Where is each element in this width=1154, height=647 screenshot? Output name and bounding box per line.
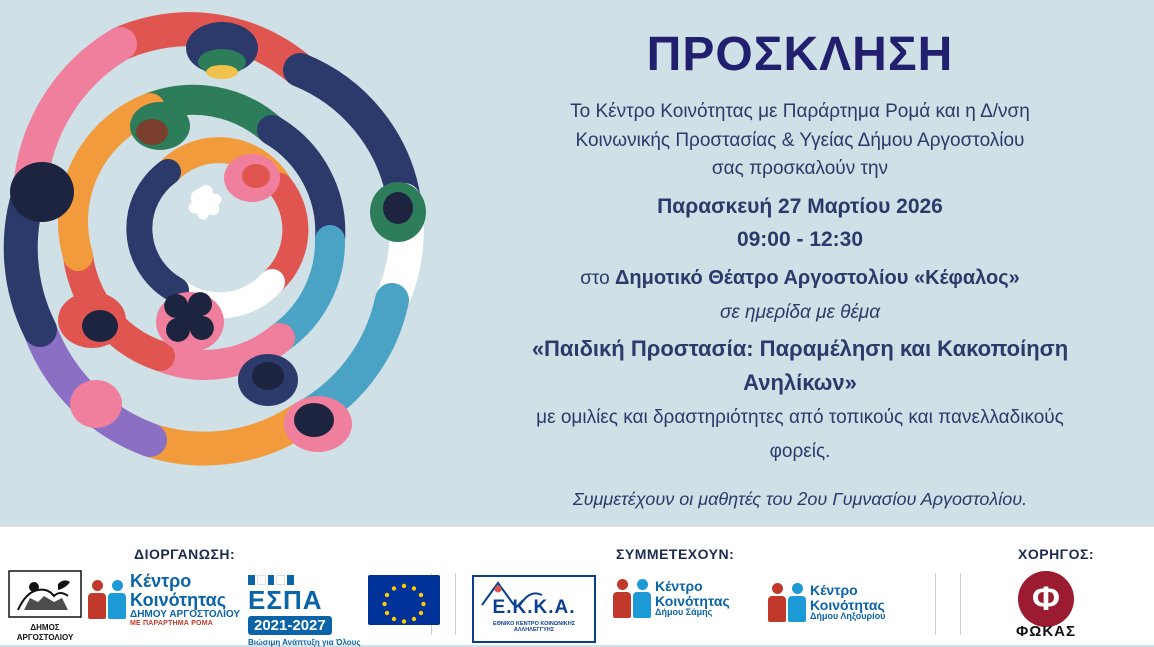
fokas-name: ΦΩΚΑΣ [1015,623,1076,640]
logo-kentro-koinotitas-samis [613,579,730,618]
intro-line-3: σας προσκαλούν την [711,158,889,180]
event-theme-line-1: «Παιδική Προστασία: Παραμέληση και Κακοποίηση [531,335,1069,361]
people-icon [88,580,126,619]
kk-argostoliou-line-3: ΔΗΜΟΥ ΑΡΓΟΣΤΟΛΙΟΥ [130,608,241,620]
dimos-label-line-2: ΑΡΓΟΣΤΟΛΙΟΥ [16,632,74,642]
event-venue [455,263,1145,294]
ekka-graphic-icon [474,579,590,609]
dimos-label-line-1: ΔΗΜΟΣ [30,623,60,632]
event-description-line-2: φορείς. [769,441,831,463]
decorative-artwork [0,0,460,528]
kk-samis-line-2: Κοινότητας [655,592,730,609]
logo-kentro-koinotitas-argostoliou [88,572,240,628]
kk-samis-line-3: Δήμου Σάμης [655,607,713,618]
event-theme-line-2: Ανηλίκων» [743,370,857,396]
crest-icon [8,570,82,618]
ekka-subtitle: ΕΘΝΙΚΟ ΚΕΝΤΡΟ ΚΟΙΝΩΝΙΚΗΣ ΑΛΛΗΛΕΓΓΥΗΣ [492,621,576,633]
intro-line-1: Το Κέντρο Κοινότητας με Παράρτημα Ρομά και η Δ/νση [570,101,1030,123]
espa-slogan: Βιώσιμη Ανάπτυξη για Όλους [248,638,361,647]
espa-name: ΕΣΠΑ [248,585,323,615]
kk-samis-line-1: Κέντρο [655,578,703,595]
ekka-name: Ε.Κ.Κ.Α. [492,597,576,618]
kk-argostoliou-line-1: Κέντρο [130,571,192,591]
kk-argostoliou-line-4: ΜΕ ΠΑΡΑΡΤΗΜΑ ΡΟΜΑ [130,620,213,628]
footer-label-sponsor: ΧΟΡΗΓΟΣ: [1018,546,1095,562]
eu-flag-icon [368,575,440,625]
kk-lixouriou-line-3: Δήμου Ληξουρίου [810,611,886,622]
people-icon [768,583,806,622]
page-title: ΠΡΟΣΚΛΗΣΗ [646,28,954,81]
intro-line-2: Κοινωνικής Προστασίας & Υγείας Δήμου Αργοστολίου [575,129,1025,151]
footer-label-participants: ΣΥΜΜΕΤΕΧΟΥΝ: [616,546,735,562]
espa-years: 2021-2027 [248,616,332,635]
kk-lixouriou-line-2: Κοινότητας [810,596,885,613]
logo-espa [248,575,418,647]
greek-flag-icon [248,575,294,585]
footer-divider [935,573,936,635]
event-type: σε ημερίδα με θέμα [719,302,881,324]
event-time: 09:00 - 12:30 [736,228,864,252]
footer-divider [960,573,961,635]
logo-fokas-sponsor [1000,571,1092,640]
footer-divider [455,573,456,635]
kk-lixouriou-line-1: Κέντρο [810,582,858,599]
logo-dimos-argostoliou [8,570,82,642]
footer-label-organization: ΔΙΟΡΓΑΝΩΣΗ: [134,546,236,562]
logo-footer [0,526,1154,645]
invitation-content [455,18,1145,586]
participants-note: Συμμετέχουν οι μαθητές του 2ου Γυμνασίου Αργοστολίου. [572,488,1028,509]
people-icon [613,579,651,618]
kk-argostoliou-line-2: Κοινότητας [130,589,227,610]
venue-name: Δημοτικό Θέατρο Αργοστολίου «Κέφαλος» [615,266,1020,289]
event-date: Παρασκευή 27 Μαρτίου 2026 [657,194,943,218]
fokas-symbol: Φ [1018,571,1074,627]
logo-ekka [472,575,596,643]
logo-kentro-koinotitas-lixouriou [768,583,885,622]
venue-prefix: στο [580,267,616,289]
event-description-line-1: με ομιλίες και δραστηριότητες από τοπικούς και πανελλαδικούς [536,406,1064,428]
